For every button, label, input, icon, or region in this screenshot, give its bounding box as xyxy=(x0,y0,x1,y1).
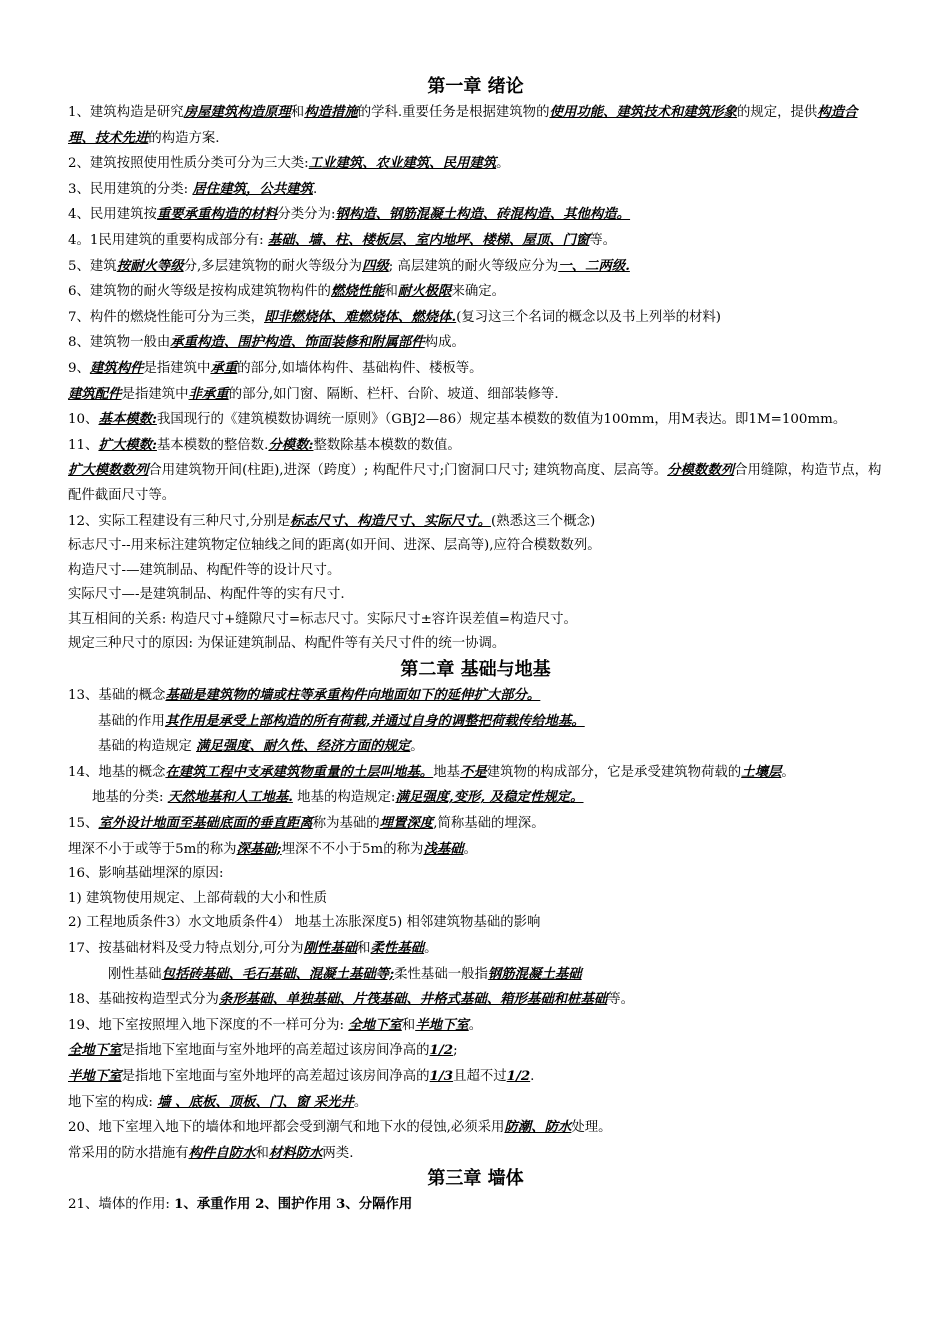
emphasized-text: 使用功能、建筑技术和建筑形象 xyxy=(549,104,737,120)
text-run: 。 xyxy=(463,841,477,857)
chapter-title: 第二章 基础与地基 xyxy=(400,659,551,681)
text-run: 构成。 xyxy=(424,335,465,351)
text-run: 。 xyxy=(468,1017,483,1033)
text-run: 2) 工程地质条件3）水文地质条件4） 地基土冻胀深度5) 相邻建筑物基础的影响 xyxy=(68,915,541,931)
paragraph xyxy=(68,433,883,459)
paragraph xyxy=(68,862,883,887)
emphasized-text: 土壤层 xyxy=(741,763,782,780)
emphasized-text: 全地下室 xyxy=(348,1016,402,1033)
emphasized-text: 建筑构件 xyxy=(89,359,144,376)
text-run: 埋深不不小于5m的称为 xyxy=(281,841,424,857)
text-run: ; 高层建筑的耐火等级应分为 xyxy=(388,258,559,274)
document-body xyxy=(68,74,883,1218)
emphasized-text: 深基础; xyxy=(236,840,282,857)
text-run: 是指建筑中 xyxy=(121,386,189,402)
emphasized-text: 即非燃烧体、难燃烧体、燃烧体. xyxy=(264,308,457,325)
text-run: 的学科.重要任务是根据建筑物的 xyxy=(357,105,550,120)
text-run: 我国现行的《建筑模数协调统一原则》（GBJ2—86）规定基本模数的数值为100mm，用M表达。即1M=100mm。 xyxy=(156,412,847,428)
emphasized-text: 包括砖基础、毛石基础、混凝土基础等; xyxy=(161,965,395,982)
text-run: 和 xyxy=(357,941,371,956)
emphasized-text: 扩大模数数列 xyxy=(68,462,149,479)
chapter-title: 第三章 墙体 xyxy=(427,1168,524,1190)
text-run: 基础的作用 xyxy=(98,713,165,729)
text-run: 建筑物的构成部分，它是承受建筑物荷载的 xyxy=(486,764,742,780)
text-run: 17、按基础材料及受力特点划分,可分为 xyxy=(68,941,304,956)
paragraph xyxy=(68,837,883,863)
paragraph xyxy=(68,1090,883,1116)
text-run: 常采用的防水措施有 xyxy=(68,1145,189,1161)
text-run: 分,多层建筑物的耐火等级分为 xyxy=(183,258,362,274)
text-run: 和 xyxy=(401,1017,416,1033)
paragraph xyxy=(68,583,883,608)
emphasized-text: 燃烧性能 xyxy=(330,283,385,300)
text-run: 构造尺寸-—建筑制品、构配件等的设计尺寸。 xyxy=(68,562,341,578)
emphasized-text: 其作用是承受上部构造的所有荷载,并通过自身的调整把荷载传给地基。 xyxy=(164,712,585,729)
text-run: 基础的构造规定 xyxy=(98,739,196,755)
text-run: 19、地下室按照埋入地下深度的不一样可分为: xyxy=(68,1017,349,1033)
emphasized-text: 满足强度、耐久性、经济方面的规定 xyxy=(196,738,411,755)
emphasized-text: 耐火极限 xyxy=(397,283,452,300)
paragraph xyxy=(68,987,883,1013)
emphasized-text: 标志尺寸、构造尺寸、实际尺寸。 xyxy=(290,512,492,529)
text-run: 4。1民用建筑的重要构成部分有: xyxy=(68,232,268,248)
emphasized-text: 满足强度,变形, 及稳定性规定。 xyxy=(395,789,584,806)
text-run: 9、 xyxy=(68,360,90,376)
text-run: 基本模数的整倍数. xyxy=(156,437,269,453)
text-run: 柔性基础一般指 xyxy=(394,966,488,982)
paragraph xyxy=(68,632,883,657)
text-run: 是指地下室地面与室外地坪的高差超过该房间净高的 xyxy=(121,1068,430,1084)
text-run: 1、建筑构造是研究 xyxy=(68,105,184,120)
text-run: ,简称基础的埋深。 xyxy=(433,816,545,832)
emphasized-text: 埋置深度 xyxy=(379,815,434,832)
text-run: 来确定。 xyxy=(451,284,506,300)
paragraph xyxy=(68,279,883,305)
emphasized-text: 钢构造、钢筋混凝土构造、砖混构造、其他构造。 xyxy=(335,206,631,223)
emphasized-text: 1/2 xyxy=(506,1067,531,1084)
emphasized-text: 1/3 xyxy=(429,1067,454,1084)
text-run: 两类. xyxy=(322,1145,354,1161)
emphasized-text: 房屋建筑构造原理 xyxy=(183,104,291,120)
paragraph xyxy=(68,458,883,508)
emphasized-text: 四级 xyxy=(362,257,389,274)
paragraph xyxy=(68,1192,883,1218)
paragraph xyxy=(68,1141,883,1167)
text-run: 18、基础按构造型式分为 xyxy=(68,992,219,1008)
paragraph xyxy=(68,1013,883,1039)
text-run: 2、建筑按照使用性质分类可分为三大类: xyxy=(68,156,309,172)
paragraph xyxy=(68,202,883,228)
text-run: 地基的分类: xyxy=(92,790,168,806)
paragraph xyxy=(68,330,883,356)
paragraph xyxy=(68,911,883,936)
paragraph xyxy=(68,962,883,988)
emphasized-text: 基础是建筑物的墙或柱等承重构件向地面如下的延伸扩大部分。 xyxy=(165,687,541,704)
text-run: 整数除基本模数的数值。 xyxy=(313,437,461,453)
text-run: 12、实际工程建设有三种尺寸,分别是 xyxy=(68,513,291,529)
paragraph xyxy=(68,1064,883,1090)
text-run: 处理。 xyxy=(571,1120,612,1136)
text-run: 其互相间的关系: 构造尺寸+缝隙尺寸=标志尺寸。实际尺寸±容许误差值=构造尺寸。 xyxy=(68,611,577,627)
emphasized-text: 重要承重构造的材料 xyxy=(156,206,278,223)
emphasized-text: 条形基础、单独基础、片筏基础、井格式基础、箱形基础和桩基础 xyxy=(218,991,608,1008)
emphasized-text: 建筑配件 xyxy=(68,385,122,402)
text-run: 15、 xyxy=(68,816,99,832)
text-run: 11、 xyxy=(68,437,99,453)
text-run: 14、地基的概念 xyxy=(68,764,166,780)
text-run: 规定三种尺寸的原因: 为保证建筑制品、构配件等有关尺寸件的统一协调。 xyxy=(68,636,506,652)
text-run: 和 xyxy=(384,284,398,300)
text-run: 埋深不小于或等于5m的称为 xyxy=(68,841,237,857)
paragraph xyxy=(68,1115,883,1141)
emphasized-text: 1/2 xyxy=(429,1042,454,1059)
text-run: 刚性基础 xyxy=(108,966,162,982)
text-run: 3、民用建筑的分类: xyxy=(68,181,193,197)
emphasized-text: 材料防水 xyxy=(268,1144,323,1161)
emphasized-text: 不是 xyxy=(459,763,487,780)
text-run: (复习这三个名词的概念以及书上列举的材料) xyxy=(456,309,722,325)
text-run: 是指建筑中 xyxy=(143,360,211,376)
text-run: 标志尺寸--用来标注建筑物定位轴线之间的距离(如开间、进深、层高等),应符合模数数列。 xyxy=(68,538,601,554)
text-run: 5、建筑 xyxy=(68,258,117,274)
text-run: (熟悉这三个概念) xyxy=(491,513,596,529)
text-run: 。 xyxy=(410,739,424,755)
emphasized-text: 非承重 xyxy=(188,385,229,402)
paragraph xyxy=(68,1038,883,1064)
emphasized-text: 防潮、防水 xyxy=(504,1119,572,1136)
emphasized-text: 分模数: xyxy=(268,436,314,453)
paragraph xyxy=(68,534,883,559)
paragraph xyxy=(68,683,883,709)
text-run: . xyxy=(312,181,318,197)
text-run: 等。 xyxy=(589,232,617,248)
text-run: 1) 建筑物使用规定、上部荷载的大小和性质 xyxy=(68,890,328,906)
emphasized-text: 居住建筑，公共建筑 xyxy=(192,180,313,197)
text-run: 。 xyxy=(781,764,795,780)
text-run: 16、影响基础埋深的原因: xyxy=(68,866,224,882)
emphasized-text: 扩大模数: xyxy=(98,436,157,453)
emphasized-text: 柔性基础 xyxy=(370,940,425,956)
text-run: 的构造方案. xyxy=(148,130,220,146)
text-run: 合用建筑物开间(柱距),进深（跨度）; 构配件尺寸;门窗洞口尺寸; 建筑物高度、层高等。 xyxy=(148,463,668,479)
paragraph xyxy=(68,734,883,760)
paragraph xyxy=(68,509,883,535)
emphasized-text: 构造措施 xyxy=(304,104,358,120)
text-run: 等。 xyxy=(607,992,635,1008)
text-run: 的规定，提供 xyxy=(736,105,818,120)
emphasized-text: 基础、墙、柱、楼板层、室内地坪、楼梯、屋顶、门窗 xyxy=(267,231,590,248)
paragraph xyxy=(68,811,883,837)
text-run: 的部分,如墙体构件、基础构件、楼板等。 xyxy=(237,360,483,376)
text-run: 地基的构造规定: xyxy=(292,790,396,806)
text-run: 。 xyxy=(496,156,510,172)
emphasized-text: 室外设计地面至基础底面的垂直距离 xyxy=(98,815,313,832)
paragraph xyxy=(68,151,883,177)
text-run: ; xyxy=(453,1043,458,1059)
text-run: 6、建筑物的耐火等级是按构成建筑物构件的 xyxy=(68,284,331,300)
emphasized-text: 构件自防水 xyxy=(188,1144,256,1161)
emphasized-text: 1、承重作用 2、围护作用 3、分隔作用 xyxy=(174,1196,413,1213)
text-run: 21、墙体的作用: xyxy=(68,1197,175,1213)
emphasized-text: 基本模数: xyxy=(98,411,157,428)
emphasized-text: 分模数数列 xyxy=(667,462,735,479)
emphasized-text: 全地下室 xyxy=(68,1042,122,1059)
text-run: 10、 xyxy=(68,412,99,428)
paragraph xyxy=(68,760,883,786)
paragraph xyxy=(68,177,883,203)
paragraph xyxy=(68,887,883,912)
text-run: 4、民用建筑按 xyxy=(68,207,157,223)
paragraph xyxy=(68,608,883,633)
text-run: 分类分为: xyxy=(277,207,336,223)
text-run: 地基 xyxy=(433,764,460,780)
text-run: 实际尺寸—-是建筑制品、构配件等的实有尺寸. xyxy=(68,587,345,603)
emphasized-text: 承重 xyxy=(210,359,238,376)
emphasized-text: 墙 、底板、顶板、门、窗 采光井 xyxy=(157,1093,354,1110)
paragraph xyxy=(68,407,883,433)
emphasized-text: 钢筋混凝土基础 xyxy=(487,965,582,982)
emphasized-text: 天然地基和人工地基. xyxy=(167,789,293,806)
text-run: 和 xyxy=(255,1145,269,1161)
paragraph xyxy=(68,785,883,811)
paragraph xyxy=(68,709,883,735)
paragraph xyxy=(68,228,883,254)
text-run: 且超不过 xyxy=(453,1068,507,1084)
text-run: 20、地下室埋入地下的墙体和地坪都会受到潮气和地下水的侵蚀,必须采用 xyxy=(68,1120,505,1136)
text-run: 。 xyxy=(424,941,438,956)
paragraph xyxy=(68,254,883,280)
emphasized-text: 在建筑工程中支承建筑物重量的土层叫地基。 xyxy=(165,763,434,780)
text-run: 7、构件的燃烧性能可分为三类， xyxy=(68,309,264,325)
emphasized-text: 构造合理、技术先进 xyxy=(68,104,858,146)
text-run: 地下室的构成: xyxy=(68,1094,158,1110)
text-run: 称为基础的 xyxy=(312,816,380,832)
text-run: 和 xyxy=(290,105,305,120)
emphasized-text: 承重构造、围护构造、饰面装修和附属部件 xyxy=(170,334,425,351)
emphasized-text: 半地下室 xyxy=(415,1016,469,1033)
paragraph xyxy=(68,305,883,331)
text-run: 。 xyxy=(353,1094,368,1110)
paragraph xyxy=(68,356,883,382)
paragraph xyxy=(68,559,883,584)
emphasized-text: 工业建筑、农业建筑、民用建筑 xyxy=(308,155,497,172)
emphasized-text: 按耐火等级 xyxy=(116,257,184,274)
paragraph xyxy=(68,936,883,962)
paragraph xyxy=(68,100,883,151)
text-run: 合用缝隙，构造节点，构配件截面尺寸等。 xyxy=(68,463,882,503)
text-run: . xyxy=(530,1068,535,1084)
chapter-title: 第一章 绪论 xyxy=(427,76,524,97)
emphasized-text: 一、二两级. xyxy=(558,257,630,274)
emphasized-text: 浅基础 xyxy=(423,840,464,857)
emphasized-text: 半地下室 xyxy=(68,1067,122,1084)
text-run: 的部分,如门窗、隔断、栏杆、台阶、坡道、细部装修等. xyxy=(228,386,559,402)
emphasized-text: 刚性基础 xyxy=(303,940,358,956)
paragraph xyxy=(68,382,883,408)
text-run: 8、建筑物一般由 xyxy=(68,335,171,351)
text-run: 13、基础的概念 xyxy=(68,688,166,704)
text-run: 是指地下室地面与室外地坪的高差超过该房间净高的 xyxy=(121,1043,430,1059)
